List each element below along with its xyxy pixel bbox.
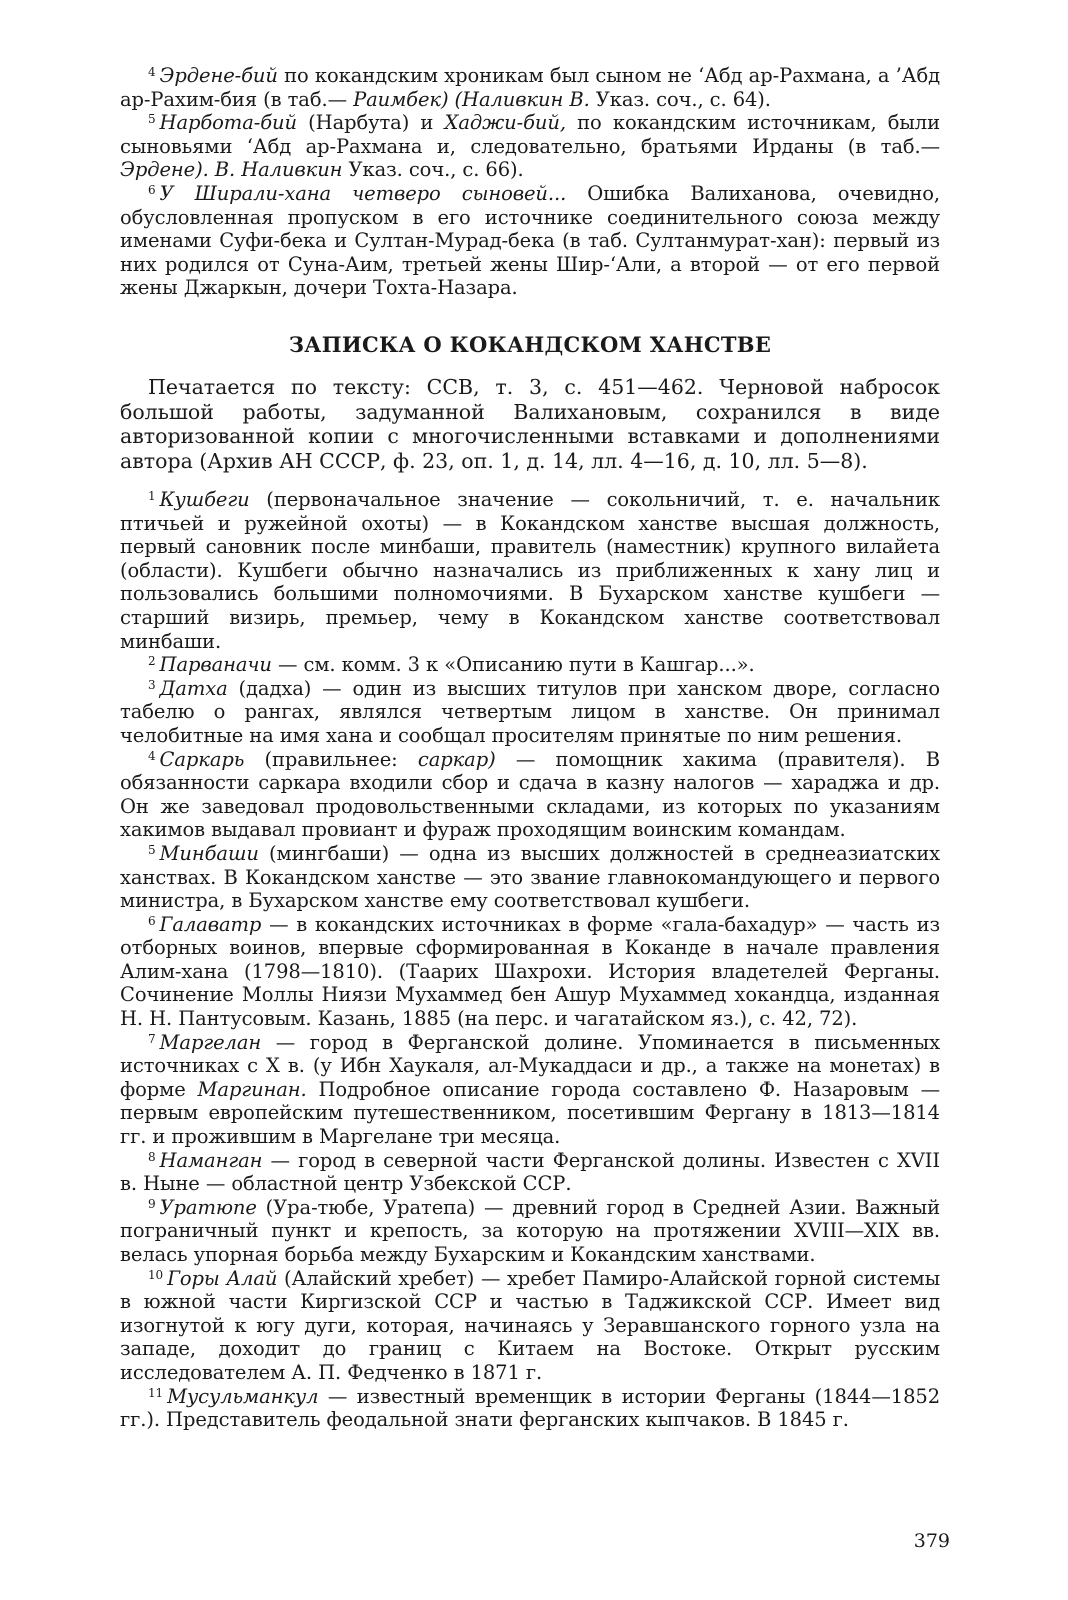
footnote-number: 1 [148, 489, 156, 503]
page-number: 379 [913, 1530, 950, 1552]
footnote-number: 10 [148, 1267, 164, 1282]
footnote-number: 5 [148, 112, 156, 127]
footnote-number: 4 [148, 65, 156, 79]
footnote: $^9$ Уратюпе (Ура-тюбе, Уратепа) — древний город в Средней Азии. Важный пограничный пункт и крепость, за которую на протяжении XVIII—XIX вв. велась упорная борьба между Бухарским и Кокандским ханствами. [120, 1195, 940, 1266]
footnote-term: Минбаши [159, 841, 259, 865]
footnote-number: 6 [148, 913, 156, 928]
footnote-term: Мусульманкул [167, 1384, 319, 1408]
footnote-number: 8 [148, 1149, 156, 1164]
intro-paragraph: Печатается по тексту: ССВ, т. 3, с. 451—462. Черновой набросок большой работы, задуманной Валихановым, сохранился в виде авторизованной копии с многочисленными вставками и дополнениями автора (Архив АН СССР, ф. 23, оп. 1, д. 14, лл. 4—16, д. 10, лл. 5—8). [120, 375, 940, 473]
footnote-number: 2 [148, 654, 156, 669]
footnote-term: Кушбеги [159, 488, 250, 511]
footnote-number: 11 [148, 1385, 164, 1400]
footnote: $^{10}$ Горы Алай (Алайский хребет) — хребет Памиро-Алайской горной системы в южной части Киргизской ССР и частью в Таджикской ССР. Имеет вид изогнутой к югу дуги, которая, начинаясь у Зеравшанского горного узла на западе, доходит до границ с Китаем на Востоке. Открыт русским исследователем А. П. Федченко в 1871 г. [120, 1266, 940, 1384]
footnote: $^3$ Датха (дадха) — один из высших титулов при ханском дворе, согласно табелю о рангах, являлся четвертым лицом в ханстве. Он принимал челобитные на имя хана и сообщал просителям принятые по ним решения. [120, 676, 940, 747]
footnote-term: У Ширали-хана четверо сыновей... [159, 181, 567, 205]
footnote-term: Галаватр [159, 912, 262, 936]
footnote: $^4$ Саркарь (правильнее: саркар) — помощник хакима (правителя). В обязанности саркара входили сбор и сдача в казну налогов — хараджа и др. Он же заведовал продовольственными складами, из которых по указаниям хакимов выдавал провиант и фураж проходящим воинским командам. [120, 747, 940, 842]
section-heading: ЗАПИСКА О КОКАНДСКОМ ХАНСТВЕ [288, 332, 772, 357]
footnote-term: Наманган [159, 1148, 263, 1172]
footnote: $^5$ Нарбота-бий (Нарбута) и Хаджи-бий, по кокандским источникам, были сыновьями ‘Абд ар-Рахмана и, следовательно, братьями Ирданы (в таб.— Эрдене). В. Наливкин Указ. соч., с. 66). [120, 111, 940, 182]
footnote-number: 9 [148, 1196, 156, 1211]
footnote: $^1$ Кушбеги (первоначальное значение — сокольничий, т. е. начальник птичьей и ружейной охоты) — в Кокандском ханстве высшая должность, первый сановник после минбаши, правитель (наместник) крупного вилайета (области). Кушбеги обычно назначались из приближенных к хану лиц и пользовались большими полномочиями. В Бухарском ханстве кушбеги — старший визирь, премьер, чему в Кокандском ханстве соответствовал минбаши. [120, 488, 940, 653]
footnote: $^4$ Эрдене-бий по кокандским хроникам был сыном не ‘Абд ар-Рахмана, а ’Абд ар-Рахим-бия (в таб.— Раимбек) (Наливкин В. Указ. соч., с. 64). [120, 64, 940, 111]
footnote: $^5$ Минбаши (мингбаши) — одна из высших должностей в среднеазиатских ханствах. В Кокандском ханстве — это звание главнокомандующего и первого министра, в Бухарском ханстве ему соответствовал кушбеги. [120, 841, 940, 913]
footnote-number: 6 [148, 182, 156, 197]
footnote-term: Уратюпе [159, 1195, 257, 1219]
footnote: $^6$ У Ширали-хана четверо сыновей... Ошибка Валиханова, очевидно, обусловленная пропуском в его источнике соединительного союза между именами Суфи-бека и Султан-Мурад-бека (в таб. Султанмурат-хан): первый из них родился от Суна-Аим, третьей жены Шир-‘Али, а второй — от его первой жены Джаркын, дочери Тохта-Назара. [120, 181, 940, 300]
footnote-term: Эрдене-бий [159, 64, 278, 87]
footnote: $^6$ Галаватр — в кокандских источниках в форме «гала-бахадур» — часть из отборных воинов, впервые сформированная в Коканде в начале правления Алим-хана (1798—1810). (Таарих Шахрохи. История владетелей Ферганы. Сочинение Моллы Ниязи Мухаммед бен Ашур Мухаммед хокандца, изданная Н. Н. Пантусовым. Казань, 1885 (на перс. и чагатайском яз.), с. 42, 72). [120, 912, 940, 1031]
footnote-number: 3 [148, 677, 156, 692]
footnote: $^{11}$ Мусульманкул — известный временщик в истории Ферганы (1844—1852 гг.). Представитель феодальной знати ферганских кыпчаков. В 1845 г. [120, 1384, 940, 1432]
footnote: $^7$ Маргелан — город в Ферганской долине. Упоминается в письменных источниках с X в. (у Ибн Хаукаля, ал-Мукаддаси и др., а также на монетах) в форме Маргинан. Подробное описание города составлено Ф. Назаровым — первым европейским путешественником, посетившим Фергану в 1813—1814 гг. и прожившим в Маргелане три месяца. [120, 1030, 940, 1149]
section-intro [120, 375, 940, 473]
footnote-term: Маргелан [159, 1030, 262, 1054]
section-notes [120, 488, 940, 1432]
footnote-term: Горы Алай [167, 1266, 278, 1290]
footnote: $^8$ Наманган — город в северной части Ферганской долины. Известен с XVII в. Ныне — областной центр Узбекской ССР. [120, 1148, 940, 1196]
footnote-term: Датха [159, 676, 228, 700]
footnote-number: 7 [148, 1031, 156, 1046]
footnote-number: 4 [148, 748, 156, 763]
footnote-number: 5 [148, 842, 156, 857]
footnote: $^2$ Парваначи — см. комм. 3 к «Описанию пути в Кашгар...». [148, 653, 755, 677]
footnote-term: Саркарь [159, 747, 245, 771]
footnote-term: Нарбота-бий [159, 111, 297, 135]
top-footnotes [120, 64, 940, 300]
footnote-term: Парваначи [159, 653, 272, 677]
